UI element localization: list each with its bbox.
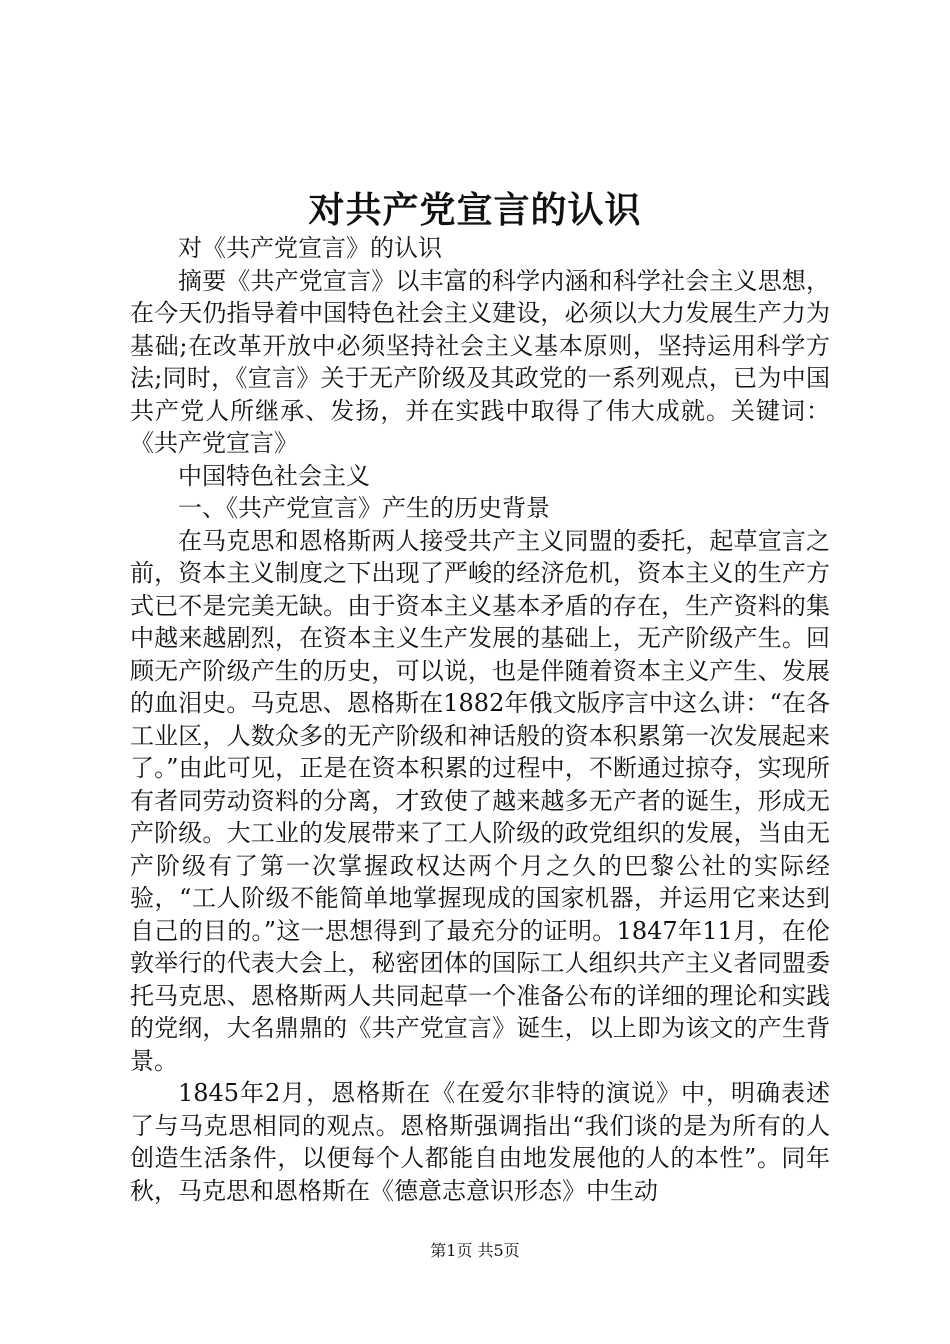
paragraph-subtitle: 对《共产党宣言》的认识 (178, 234, 442, 262)
document-title: 对共产党宣言的认识 (308, 189, 642, 231)
paragraph-1845: 1845年2月，恩格斯在《在爱尔非特的演说》中，明确表述了与马克思相同的观点。恩格斯强调指出“我们谈的是为所有的人创造生活条件，以便每个人都能自由地发展他的人的本性”。同年秋，马克思和恩格斯在《德意志意识形态》中生动 (130, 1079, 830, 1205)
section-heading: 一、《共产党宣言》产生的历史背景 (178, 494, 550, 522)
paragraph-background: 在马克思和恩格斯两人接受共产主义同盟的委托，起草宣言之前，资本主义制度之下出现了严峻的经济危机，资本主义的生产方式已不是完美无缺。由于资本主义基本矛盾的存在，生产资料的集中越来越剧烈，在资本主义生产发展的基础上，无产阶级产生。回顾无产阶级产生的历史，可以说，也是伴随着资本主义产生、发展的血泪史。马克思、恩格斯在1882年俄文版序言中这么讲：“在各工业区，人数众多的无产阶级和神话般的资本积累第一次发展起来了。”由此可见，正是在资本积累的过程中，不断通过掠夺，实现所有者同劳动资料的分离，才致使了越来越多无产者的诞生，形成无产阶级。大工业的发展带来了工人阶级的政党组织的发展，当由无产阶级有了第一次掌握政权达两个月之久的巴黎公社的实际经验，“工人阶级不能简单地掌握现成的国家机器，并运用它来达到自己的目的。”这一思想得到了最充分的证明。1847年11月，在伦敦举行的代表大会上，秘密团体的国际工人组织共产主义者同盟委托马克思、恩格斯两人共同起草一个准备公布的详细的理论和实践的党纲，大名鼎鼎的《共产党宣言》诞生，以上即为该文的产生背景。 (130, 526, 830, 1075)
document-body (130, 232, 830, 1207)
paragraph-keyword: 中国特色社会主义 (178, 461, 370, 490)
page-footer: 第1页 共5页 (430, 1241, 520, 1260)
paragraph-abstract: 摘要《共产党宣言》以丰富的科学内涵和科学社会主义思想，在今天仍指导着中国特色社会主义建设，必须以大力发展生产力为基础;在改革开放中必须坚持社会主义基本原则，坚持运用科学方法;同时，《宣言》关于无产阶级及其政党的一系列观点，已为中国共产党人所继承、发扬，并在实践中取得了伟大成就。关键词：《共产党宣言》 (130, 266, 830, 457)
